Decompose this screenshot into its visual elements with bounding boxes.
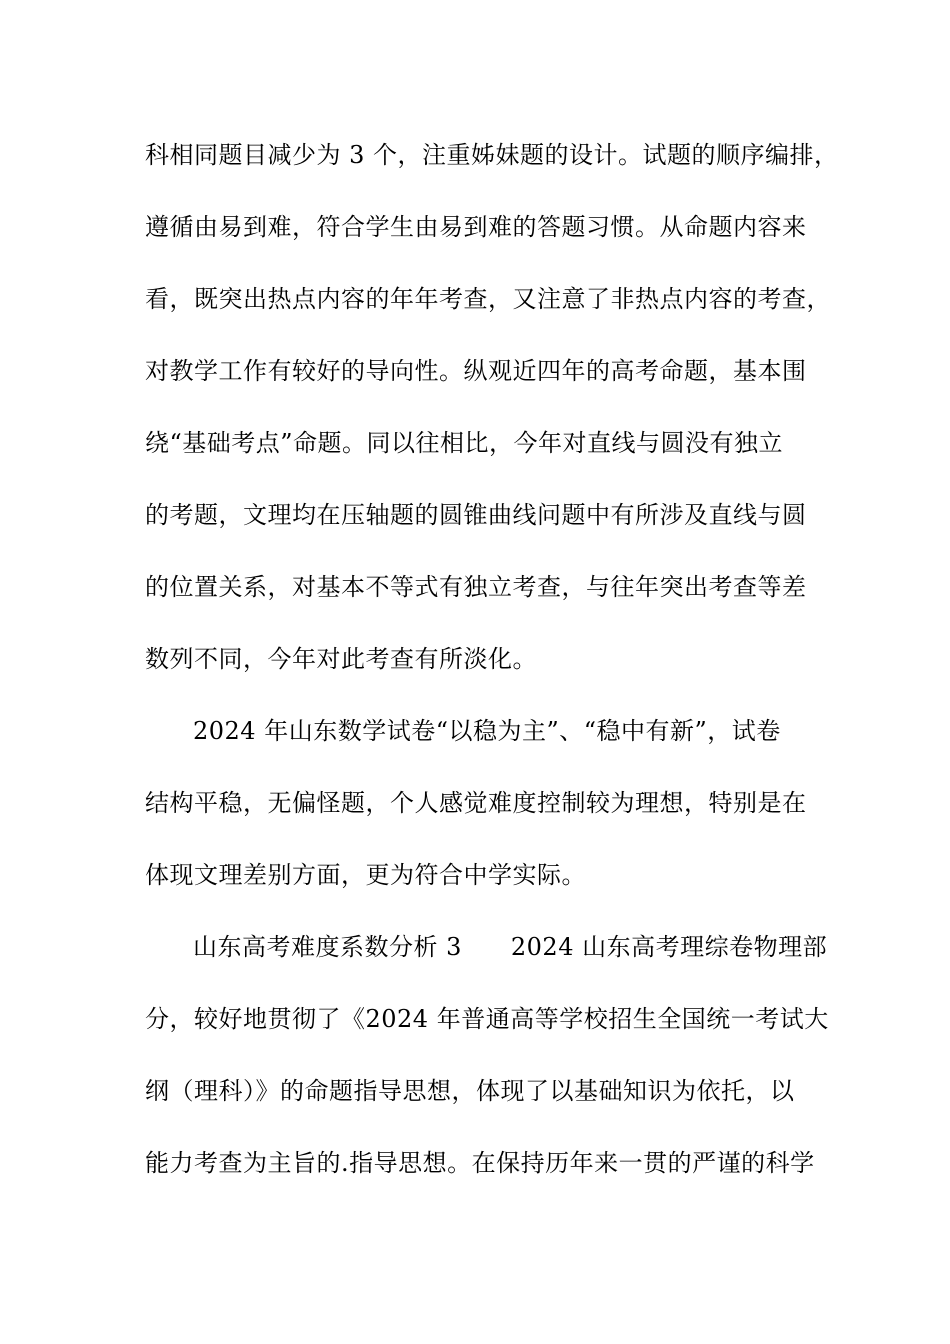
text-line: 的位置关系，对基本不等式有独立考查，与往年突出考查等差 (145, 573, 807, 601)
paragraph-start-line: 2024 年山东数学试卷“以稳为主”、“稳中有新”，试卷 (193, 717, 781, 745)
text-line: 的考题，文理均在压轴题的圆锥曲线问题中有所涉及直线与圆 (145, 501, 807, 529)
text-line: 能力考查为主旨的.指导思想。在保持历年来一贯的严谨的科学 (145, 1149, 815, 1177)
paragraph-start-line: 山东高考难度系数分析 3 2024 山东高考理综卷物理部 (193, 933, 828, 961)
text-line: 看，既突出热点内容的年年考查，又注意了非热点内容的考查， (145, 285, 831, 313)
text-line: 对教学工作有较好的导向性。纵观近四年的高考命题，基本围 (145, 357, 807, 385)
text-line: 体现文理差别方面，更为符合中学实际。 (145, 861, 586, 889)
text-line: 绕“基础考点”命题。同以往相比，今年对直线与圆没有独立 (145, 429, 784, 457)
text-line: 结构平稳，无偏怪题，个人感觉难度控制较为理想，特别是在 (145, 789, 807, 817)
text-line: 遵循由易到难，符合学生由易到难的答题习惯。从命题内容来 (145, 213, 807, 241)
text-line: 数列不同，今年对此考查有所淡化。 (145, 645, 537, 673)
text-line: 纲（理科）》的命题指导思想，体现了以基础知识为依托，以 (145, 1077, 795, 1105)
text-line: 科相同题目减少为 3 个，注重姊妹题的设计。试题的顺序编排， (145, 141, 839, 169)
text-line: 分，较好地贯彻了《2024 年普通高等学校招生全国统一考试大 (145, 1005, 829, 1033)
